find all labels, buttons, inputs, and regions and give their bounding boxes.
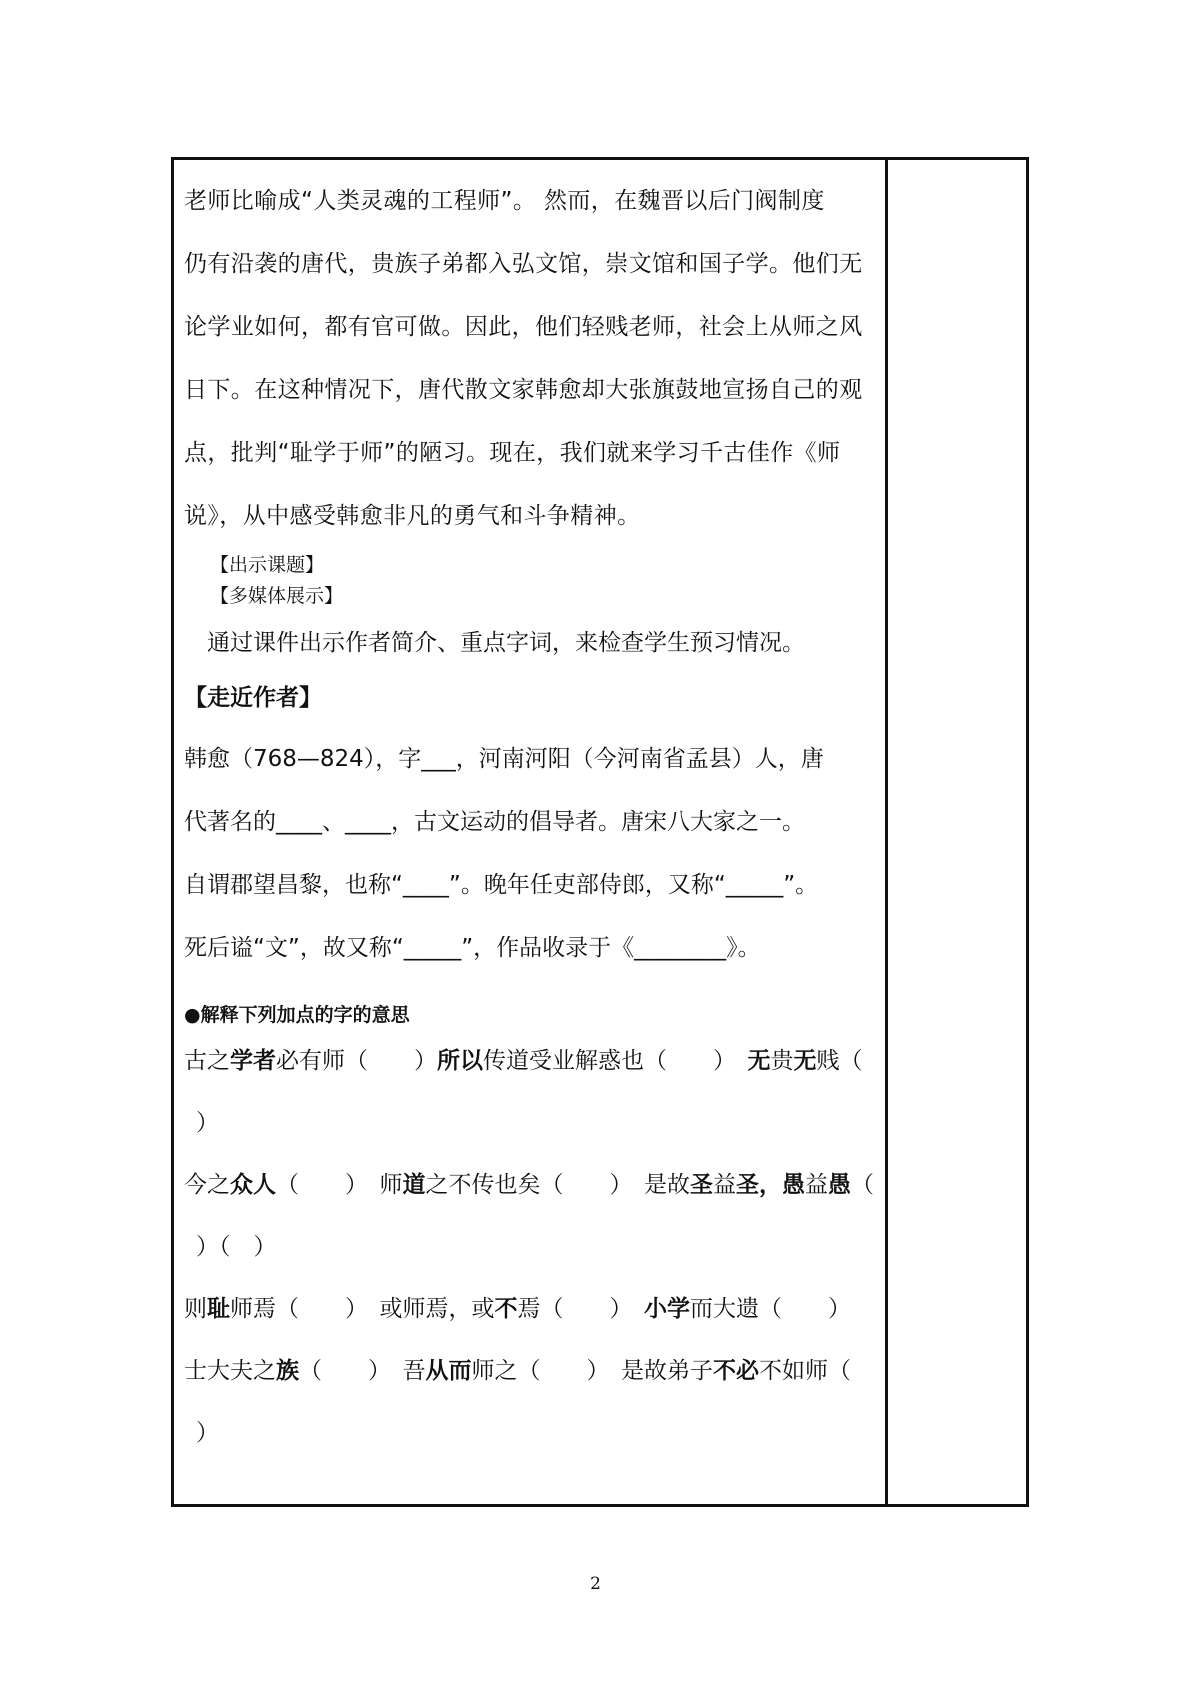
dotted-word: 不必	[713, 1358, 759, 1384]
exercise-line-1	[184, 1030, 885, 1092]
paragraph-line: 说》，从中感受韩愈非凡的勇气和斗争精神。	[184, 503, 641, 529]
exercise-text: 贵	[770, 1048, 794, 1074]
exercise-text: 古之	[184, 1048, 230, 1074]
exercise-text: 而大遗（ ）	[690, 1296, 851, 1322]
exercise-line-4	[184, 1340, 885, 1402]
lesson-table	[171, 157, 1029, 1507]
paragraph-line: 老师比喻成“人类灵魂的工程师”。 然而，在魏晋以后门阀制度	[184, 188, 825, 214]
dotted-word: 族	[276, 1358, 299, 1384]
exercise-text: 益	[713, 1172, 736, 1198]
dotted-word: 道	[402, 1172, 426, 1198]
exercise-text: 师之（ ） 是故弟子	[471, 1358, 713, 1384]
exercise-text: 不如师（	[759, 1358, 851, 1384]
author-line: 死后谥“文”，故又称“_____”，作品收录于《________》。	[184, 935, 761, 961]
exercise-line-2	[184, 1154, 885, 1216]
exercise-text: （ ） 吾	[299, 1358, 426, 1384]
dotted-word: 学者	[230, 1048, 276, 1074]
exercise-text: 传道受业解惑也（ ）	[483, 1048, 748, 1074]
content-cell	[174, 160, 888, 1504]
marker-show-title: 【出示课题】	[210, 554, 325, 576]
dotted-word: 不	[494, 1296, 518, 1322]
paragraph-line: 点，批判“耻学于师”的陋习。现在，我们就来学习千古佳作《师	[184, 440, 841, 466]
dotted-word: 小学	[644, 1296, 690, 1322]
exercise-text: （	[851, 1172, 874, 1198]
paragraph-line: 日下。在这种情况下，唐代散文家韩愈却大张旗鼓地宣扬自己的观	[184, 377, 863, 403]
dotted-word: 无	[793, 1048, 817, 1074]
exercise-text: 必有师（ ）	[276, 1048, 437, 1074]
author-line: 代著名的____、____，古文运动的倡导者。唐宋八大家之一。	[184, 809, 805, 835]
paragraph-line: 论学业如何，都有官可做。因此，他们轻贱老师，社会上从师之风	[184, 314, 863, 340]
notes-cell	[888, 160, 1026, 1504]
dotted-word: 无	[747, 1048, 771, 1074]
exercise-title: ●解释下列加点的字的意思	[184, 1004, 410, 1026]
exercise-text: ，	[759, 1172, 782, 1198]
exercise-text: 士大夫之	[184, 1358, 276, 1384]
dotted-word: 耻	[207, 1296, 230, 1322]
exercise-text: 焉（ ）	[517, 1296, 644, 1322]
exercise-text: 师焉（ ） 或师焉，或	[230, 1296, 495, 1322]
step-markers	[184, 550, 885, 612]
author-line: 自谓郡望昌黎，也称“____”。晚年任吏部侍郎，又称“_____”。	[184, 872, 819, 898]
exercise-text: 贱（	[816, 1048, 863, 1074]
exercise-text: 之不传也矣（ ） 是故	[425, 1172, 690, 1198]
dotted-word: 愚	[828, 1172, 851, 1198]
paragraph-line: 仍有沿袭的唐代，贵族子弟都入弘文馆，崇文馆和国子学。他们无	[184, 251, 863, 277]
exercise-text: 则	[184, 1296, 207, 1322]
exercise-section	[184, 1030, 885, 1464]
author-section	[184, 728, 885, 980]
dotted-word: 圣	[736, 1172, 759, 1198]
exercise-line-3	[184, 1278, 885, 1340]
page-number: 2	[590, 1574, 601, 1594]
exercise-text: 今之	[184, 1172, 230, 1198]
courseware-note: 通过课件出示作者简介、重点字词，来检查学生预习情况。	[207, 630, 805, 656]
exercise-line-1-cont: ）	[196, 1110, 219, 1136]
dotted-word: 从而	[425, 1358, 472, 1384]
exercise-text: 益	[805, 1172, 828, 1198]
dotted-word: 圣	[690, 1172, 713, 1198]
author-line: 韩愈（768—824），字___，河南河阳（今河南省孟县）人，唐	[184, 746, 824, 772]
exercise-text: （ ） 师	[276, 1172, 403, 1198]
exercise-line-4-cont: ）	[196, 1420, 219, 1446]
marker-multimedia: 【多媒体展示】	[210, 585, 344, 607]
intro-paragraph	[184, 170, 885, 548]
dotted-word: 众人	[230, 1172, 276, 1198]
exercise-line-2-cont: ）（ ）	[196, 1234, 277, 1260]
author-heading: 【走近作者】	[184, 685, 322, 711]
dotted-word: 愚	[782, 1172, 805, 1198]
dotted-word: 所以	[437, 1048, 483, 1074]
